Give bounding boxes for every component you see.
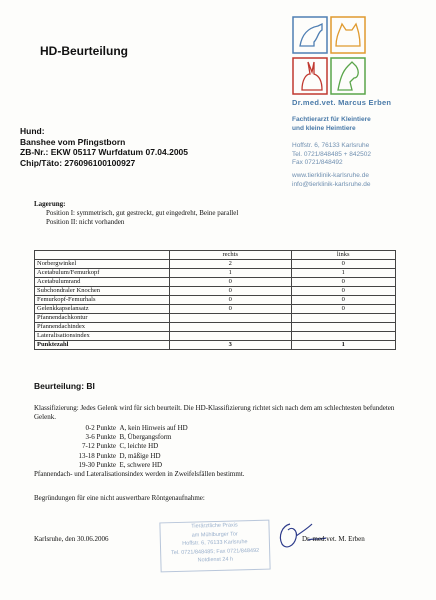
dog-info (20, 126, 188, 168)
stamp-line: Notdienst 24 h (197, 556, 234, 564)
vet-specialty-line2: und kleine Heimtiere (292, 125, 356, 132)
row-label: Pfannendachindex (35, 323, 170, 332)
scale-points: 7-12 Punkte (81, 442, 116, 451)
vet-web (292, 172, 371, 189)
position-1: Position I: symmetrisch, gut gestreckt, gut eingedreht, Beine parallel (46, 209, 239, 217)
table-row (35, 305, 396, 314)
scale-points: 13-18 Punkte (78, 451, 116, 460)
row-rechts: 2 (170, 260, 292, 269)
row-links: 0 (291, 305, 396, 314)
scale-item (66, 452, 188, 461)
header-rechts: rechts (170, 251, 292, 260)
scale-grade: B, Übergangsform (119, 433, 172, 442)
dog-head-icon (300, 24, 322, 46)
begruendungen-line: Begründungen für eine nicht auswertbare Röntgenaufnahme: (34, 494, 205, 502)
scale-item (66, 442, 188, 451)
row-rechts: 1 (170, 269, 292, 278)
row-label: Subchondraler Knochen (35, 287, 170, 296)
scale-item (66, 424, 188, 433)
table-row (35, 278, 396, 287)
clinic-logo (292, 16, 366, 96)
vet-email-link[interactable]: info@tierklinik-karlsruhe.de (292, 180, 371, 188)
row-label: Gelenkkapselansatz (35, 305, 170, 314)
dog-name: Banshee vom Pfingstborn (20, 136, 126, 147)
dog-chip-line: Chip/Täto: 276096100100927 (20, 157, 136, 168)
vet-fax: Fax 0721/848492 (292, 159, 343, 166)
rabbit-icon (302, 62, 322, 90)
beurteilung-result: Beurteilung: BI (34, 381, 95, 391)
vet-address (292, 142, 371, 168)
row-links: 0 (291, 287, 396, 296)
total-links: 1 (291, 341, 396, 350)
row-rechts: 0 (170, 305, 292, 314)
hd-scoring-table (34, 250, 396, 350)
logo-square-cat (331, 17, 365, 53)
signer-name: Dr. med.vet. M. Erben (302, 535, 365, 543)
dog-zb-line: ZB-Nr.: EKW 05117 Wurfdatum 07.04.2005 (20, 147, 189, 158)
row-label: Pfannendachkontur (35, 314, 170, 323)
row-links: 1 (291, 269, 396, 278)
row-rechts: 0 (170, 287, 292, 296)
vet-website-link[interactable]: www.tierklinik-karlsruhe.de (292, 172, 369, 179)
row-links: 0 (291, 296, 396, 305)
scale-points: 3-6 Punkte (85, 433, 116, 442)
row-rechts (170, 314, 292, 323)
row-links (291, 314, 396, 323)
scale-item (66, 433, 188, 442)
row-links: 0 (291, 278, 396, 287)
lagerung-heading: Lagerung: (34, 200, 66, 208)
cat-head-icon (336, 24, 360, 46)
header-criterion (35, 251, 170, 260)
row-rechts (170, 332, 292, 341)
row-label: Lateralisationsindex (35, 332, 170, 341)
scale-item (66, 461, 188, 470)
total-rechts: 3 (170, 341, 292, 350)
vet-street: Hoffstr. 6, 76133 Karlsruhe (292, 142, 370, 149)
vet-specialty-line1: Fachtierarzt für Kleintiere (292, 116, 371, 123)
table-row (35, 296, 396, 305)
table-row (35, 323, 396, 332)
table-total-row (35, 341, 396, 350)
logo-square-dog (293, 17, 327, 53)
row-label: Femurkopf-Femurhals (35, 296, 170, 305)
scale-grade: E, schwere HD (119, 460, 163, 469)
place-date: Karlsruhe, den 30.06.2006 (34, 535, 109, 543)
dog-heading: Hund: (20, 126, 45, 136)
stamp-line: Tel. 0721/848485; Fax 0721/848492 (171, 547, 260, 556)
table-row (35, 332, 396, 341)
horse-head-icon (338, 62, 358, 90)
practice-stamp (159, 520, 270, 573)
scale-grade: A, kein Hinweis auf HD (119, 424, 188, 432)
table-row (35, 287, 396, 296)
scale-grade: C, leichte HD (119, 442, 159, 451)
position-2: Position II: nicht vorhanden (46, 218, 125, 226)
scale-grade: D, mäßige HD (119, 451, 161, 460)
row-label: Acetabulumrand (35, 278, 170, 287)
scale-points: 0-2 Punkte (85, 424, 116, 432)
scale-points: 19-30 Punkte (78, 460, 116, 469)
row-label: Norbergwinkel (35, 260, 170, 269)
row-links: 0 (291, 260, 396, 269)
header-links: links (291, 251, 396, 260)
vet-specialty (292, 115, 371, 133)
table-row (35, 314, 396, 323)
row-rechts: 0 (170, 278, 292, 287)
row-rechts: 0 (170, 296, 292, 305)
row-links (291, 332, 396, 341)
table-row (35, 260, 396, 269)
stamp-line: Hoffstr. 6, 76133 Karlsruhe (182, 539, 248, 548)
table-row (35, 269, 396, 278)
hd-scale (66, 424, 188, 470)
logo-square-horse (331, 58, 365, 94)
vet-phone: Tel. 0721/848485 + 842502 (292, 150, 371, 158)
lagerung-section (34, 200, 238, 227)
row-label: Acetabulum/Femurkopf (35, 269, 170, 278)
vet-name: Dr.med.vet. Marcus Erben (292, 98, 392, 107)
row-rechts (170, 323, 292, 332)
table-header-row (35, 251, 396, 260)
pfannendach-note: Pfannendach- und Lateralisationsindex werden in Zweifelsfällen bestimmt. (34, 470, 245, 478)
stamp-line: am Mühlburger Tor (191, 530, 238, 539)
stamp-line: Tierärztliche Praxis (191, 522, 238, 530)
row-links (291, 323, 396, 332)
document-title: HD-Beurteilung (40, 44, 128, 58)
total-label: Punktezahl (35, 341, 170, 350)
klassifizierung-text: Klassifizierung: Jedes Gelenk wird für sich beurteilt. Die HD-Klassifizierung richtet sich nach dem am schlechtesten befundeten Gelenk. (34, 404, 395, 422)
